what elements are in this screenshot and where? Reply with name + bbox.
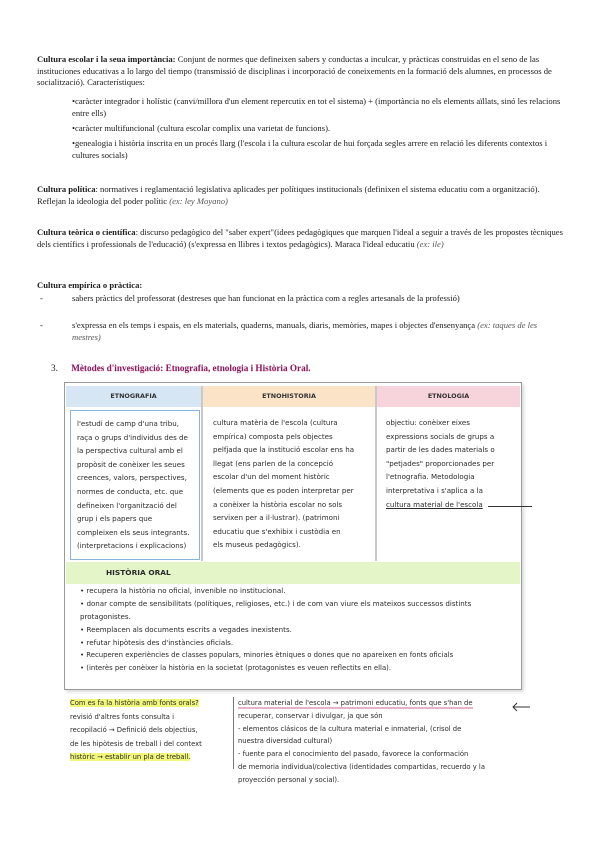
section-3-title: Mètodes d'investigació: Etnografia, etnologia i Història Oral. <box>71 363 311 373</box>
historia-oral-item: • (interès per conèixer la història en la societat (protagonistes es veuen reflectits en ella). <box>80 664 392 672</box>
cultura-teorica-example: (ex: ile) <box>416 238 444 249</box>
historia-oral-item: • Reemplacen als documents escrits a vegades inexistents. <box>80 625 292 634</box>
historia-oral-header: HISTÒRIA ORAL <box>106 568 171 577</box>
etnologia-line: expressions socials de grups a <box>386 431 495 441</box>
notes-right-line: proyección personal y social). <box>238 775 340 784</box>
cultura-escolar-bullet-3: •genealogia i història inscrita en un procés llarg (l'escola i la cultura escolar de hui forçada segles arrere en relació les diferents contextos i cultures socials) <box>72 138 548 160</box>
cultura-politica-example: (ex: ley Moyano) <box>169 195 228 206</box>
etnohistoria-line: (elements que es poden interpretar per <box>213 485 354 495</box>
cultura-escolar-title: Cultura escolar i la seua importància: <box>37 54 176 64</box>
historia-oral-item: • refutar hipòtesis des d'instàncies oficials. <box>80 638 234 647</box>
cultura-teorica-paragraph <box>37 227 564 250</box>
cultura-teorica-text: : discurso pedagògico del "saber expert"(idees pedagògiques que marquen l'ideal a seguir a través de les propostes tècniques dels científics i professionals de l'educació) (s'expressa en llibres i textos pedagògics). Maraca l'ideal educatiu <box>37 227 563 249</box>
notes-left-line: de les hipòtesis de treball i del context <box>70 739 202 748</box>
historia-oral-item: • Recuperen experiències de classes populars, minories ètniques o dones que no apareixen en fonts oficials <box>80 651 454 659</box>
historia-oral-box <box>66 562 520 688</box>
etnohistoria-line: empírica) composta pels objectes <box>213 431 333 441</box>
etnohistoria-line: a conèixer la història escolar no sols <box>213 499 343 509</box>
notes-right-line: cultura material de l'escola → patrimoni educatiu, fonts que s'han de <box>238 699 473 707</box>
etnohistoria-line: servixen per a il·lustrar). (patrimoni <box>213 513 340 523</box>
etnologia-cell <box>380 410 520 520</box>
etnografia-line: defineixen l'organització del <box>77 500 177 510</box>
etnografia-line: l'estudi de camp d'una tribu, <box>77 419 179 428</box>
notes-left-line: Com es fa la història amb fonts orals? <box>70 699 199 707</box>
etnologia-line: objectiu: conèixer eixes <box>386 418 470 427</box>
cultura-empirica-item-2: - s'expressa en els temps i espais, en els materials, quaderns, manuals, diaris, memòries, mapes i objectes d'ensenyança (ex: taques de les mestres) <box>40 320 538 342</box>
etnologia-line: cultura material de l'escola <box>386 499 483 509</box>
notes-right-line: de memoria individual/colectiva (identidades compartidas, recuerdo y la <box>238 762 485 771</box>
cultura-politica-title: Cultura política <box>37 184 96 194</box>
etnografia-line: normes de conducta, etc. que <box>77 486 184 496</box>
etnografia-line: grup i els papers que <box>77 514 153 524</box>
header-etnologia: ETNOLOGIA <box>377 386 520 407</box>
cultura-teorica-title: Cultura teòrica o científica <box>37 227 136 237</box>
etnohistoria-line: escolar d'un del moment històric <box>213 472 330 482</box>
etnologia-line: interpretativa i s'aplica a la <box>386 485 483 495</box>
etnohistoria-line: llegat (ens parlen de la concepció <box>213 458 334 468</box>
arrow-left-icon <box>510 700 532 714</box>
cultura-empirica-title: Cultura empírica o pràctica: <box>37 280 143 290</box>
etnografia-line: compleixen els seus integrants. <box>77 527 190 537</box>
cultura-escolar-bullet-1: •caràcter integrador i holístic (canvi/millora d'un element repercutix en tot el sistema) + (importància no els elements aïllats, sinó les relacions entre ells) <box>72 96 561 118</box>
cultura-escolar-text: Conjunt de normes que defineixen sabers y conductas a inculcar, y pràcticas construidas en el seno de las instituciones educativas a lo largo del tiempo (transmissió de disciplinas i incorporació de coneixements en la formació dels alumnes, en processos de socialització). Característiques: <box>37 54 552 88</box>
cultura-politica-text: : normatives i reglamentació legislativa aplicades per polítiques institucionals (definixen el sistema educatiu com a organització). Reflejan la ideologia del poder polític <box>37 184 540 206</box>
historia-oral-item: • recupera la història no oficial, invenible no institucional. <box>80 586 286 595</box>
notes-right-line: nuestra diversidad cultural) <box>238 737 333 746</box>
etnografia-cell <box>70 410 200 560</box>
section-3-number: 3. <box>51 363 58 373</box>
cultura-politica-paragraph <box>37 184 564 207</box>
cultura-empirica-example: (ex: taques de les mestres) <box>72 320 538 342</box>
etnografia-line: la perspectiva cultural amb el <box>77 446 183 456</box>
notes-left <box>70 697 230 765</box>
section-3-heading <box>51 362 311 374</box>
etnohistoria-line: pelfjada que la institució escolar ens ha <box>213 445 355 455</box>
etnohistoria-line: educatiu que s'exhibix i custòdia en <box>213 526 341 536</box>
notes-left-line: revisió d'altres fonts consulta i <box>70 712 174 721</box>
column-divider <box>375 386 377 561</box>
etnohistoria-cell <box>207 410 373 560</box>
notes-right <box>238 697 528 787</box>
etnografia-line: propòsit de conèixer les seues <box>77 459 185 469</box>
notes-right-line: - elementos clásicos de la cultura material e inmaterial, (crisol de <box>238 724 462 733</box>
cultura-escolar-paragraph <box>37 54 564 89</box>
historia-oral-item: • donar compte de sensibilitats (polítiques, religioses, etc.) i de com van viure els mateixos successos distints protagonistes. <box>80 599 472 621</box>
connector-line <box>488 506 532 507</box>
etnografia-line: raça o grups d'individus des de <box>77 432 188 442</box>
header-etnohistoria: ETNOHISTORIA <box>203 386 375 407</box>
etnografia-line: creences, valors, perspectives, <box>77 473 187 483</box>
etnografia-line: (interpretacions i explicacions) <box>77 541 187 551</box>
etnohistoria-line: els museus pedagògics). <box>213 540 301 550</box>
cultura-escolar-bullet-2: •caràcter multifuncional (cultura escolar complix una varietat de funcions). <box>72 123 331 133</box>
etnologia-line: partir de les dades materials o <box>386 445 495 455</box>
notes-divider <box>233 697 234 769</box>
etnohistoria-line: cultura matèria de l'escola (cultura <box>213 418 338 427</box>
etnologia-line: "petjades" proporcionades per <box>386 458 495 468</box>
notes-left-line: històric → establir un pla de treball. <box>70 753 191 761</box>
notes-right-line: recuperar, conservar i divulgar, ja que són <box>238 711 383 720</box>
etnologia-line: l'etnografia. Metodologia <box>386 472 475 482</box>
cultura-empirica-item-1: - sabers pràctics del professorat (destreses que han funcionat en la pràctica com a regles artesanals de la professió) <box>40 293 460 303</box>
header-etnografia: ETNOGRAFIA <box>66 386 201 407</box>
column-divider <box>201 386 203 561</box>
notes-left-line: recopilació → Definició dels objectius, <box>70 726 198 734</box>
notes-right-line: - fuente para el conocimiento del pasado, favorece la conformación <box>238 750 469 759</box>
